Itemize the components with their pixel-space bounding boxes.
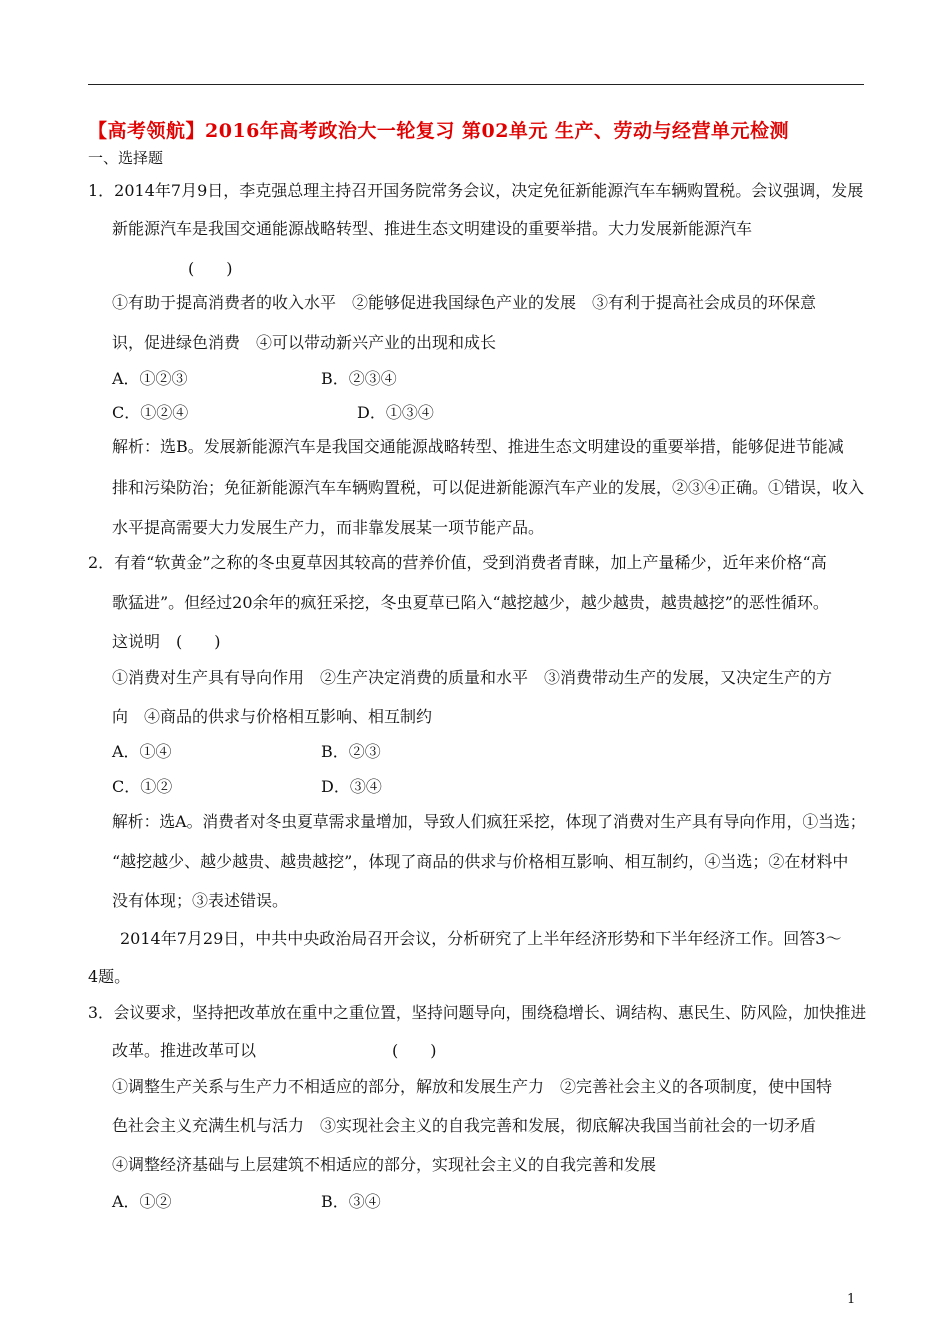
q3-option-a: A．①② — [112, 1192, 172, 1211]
q3-stem-line-2: 改革。推进改革可以 — [112, 1041, 257, 1060]
q3-items-line-3: ④调整经济基础与上层建筑不相适应的部分，实现社会主义的自我完善和发展 — [112, 1155, 657, 1174]
q1-option-a: A．①②③ — [112, 369, 188, 388]
q1-analysis-line-3: 水平提高需要大力发展生产力，而非靠发展某一项节能产品。 — [112, 518, 545, 537]
document-title: 【高考领航】2016年高考政治大一轮复习 第02单元 生产、劳动与经营单元检测 — [88, 120, 790, 142]
q2-analysis-line-3: 没有体现；③表述错误。 — [112, 891, 289, 910]
header-rule — [88, 84, 864, 85]
q1-analysis-line-1: 解析：选B。发展新能源汽车是我国交通能源战略转型、推进生态文明建设的重要举措，能够促进节能减 — [112, 437, 844, 456]
q3-stem-line-1: 3．会议要求，坚持把改革放在重中之重位置，坚持问题导向，围绕稳增长、调结构、惠民生、防风险，加快推进 — [88, 1003, 867, 1022]
q2-option-c: C．①② — [112, 777, 173, 796]
q3-items-line-2: 色社会主义充满生机与活力 ③实现社会主义的自我完善和发展，彻底解决我国当前社会的一切矛盾 — [112, 1116, 817, 1135]
q2-option-b: B．②③ — [321, 742, 381, 761]
q2-stem-line-3: 这说明 ( ) — [112, 632, 221, 651]
q2-option-d: D．③④ — [321, 777, 382, 796]
q2-option-a: A．①④ — [112, 742, 172, 761]
section-label: 一、选择题 — [88, 149, 164, 167]
q2-stem-line-1: 2．有着“软黄金”之称的冬虫夏草因其较高的营养价值，受到消费者青睐，加上产量稀少，近年来价格“高 — [88, 553, 827, 572]
q1-stem-line-1: 1．2014年7月9日，李克强总理主持召开国务院常务会议，决定免征新能源汽车车辆购置税。会议强调，发展 — [88, 181, 864, 200]
q3-items-line-1: ①调整生产关系与生产力不相适应的部分，解放和发展生产力 ②完善社会主义的各项制度，使中国特 — [112, 1077, 833, 1096]
q3-answer-blank: ( ) — [392, 1041, 437, 1060]
q1-option-b: B．②③④ — [321, 369, 397, 388]
q1-option-c: C．①②④ — [112, 403, 189, 422]
q1-stem-line-2: 新能源汽车是我国交通能源战略转型、推进生态文明建设的重要举措。大力发展新能源汽车 — [112, 219, 753, 238]
q1-option-d: D．①③④ — [357, 403, 434, 422]
q1-answer-blank: ( ) — [188, 259, 233, 278]
q2-analysis-line-1: 解析：选A。消费者对冬虫夏草需求量增加，导致人们疯狂采挖，体现了消费对生产具有导向作用，①当选； — [112, 812, 866, 831]
q3-option-b: B．③④ — [321, 1192, 381, 1211]
q1-items-line-2: 识，促进绿色消费 ④可以带动新兴产业的出现和成长 — [112, 333, 497, 352]
q1-analysis-line-2: 排和污染防治；免征新能源汽车车辆购置税，可以促进新能源汽车产业的发展，②③④正确。①错误，收入 — [112, 478, 865, 497]
intro-3-4-line-1: 2014年7月29日，中共中央政治局召开会议，分析研究了上半年经济形势和下半年经济工作。回答3～ — [120, 929, 842, 948]
page-number: 1 — [847, 1292, 856, 1307]
intro-3-4-line-2: 4题。 — [88, 967, 131, 986]
q2-items-line-2: 向 ④商品的供求与价格相互影响、相互制约 — [112, 707, 433, 726]
q1-items-line-1: ①有助于提高消费者的收入水平 ②能够促进我国绿色产业的发展 ③有利于提高社会成员的环保意 — [112, 293, 817, 312]
q2-stem-line-2: 歌猛进”。但经过20余年的疯狂采挖，冬虫夏草已陷入“越挖越少，越少越贵，越贵越挖”的恶性循环。 — [112, 593, 829, 612]
q2-items-line-1: ①消费对生产具有导向作用 ②生产决定消费的质量和水平 ③消费带动生产的发展，又决定生产的方 — [112, 668, 833, 687]
q2-analysis-line-2: “越挖越少、越少越贵、越贵越挖”，体现了商品的供求与价格相互影响、相互制约，④当选；②在材料中 — [112, 852, 849, 871]
